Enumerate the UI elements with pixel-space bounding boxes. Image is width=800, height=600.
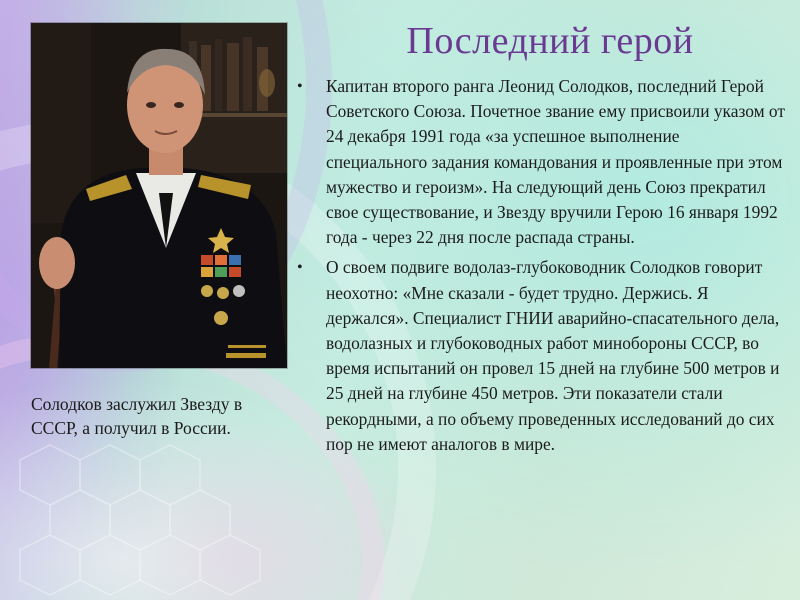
bullet-text: О своем подвиге водолаз-глубоководник Солодков говорит неохотно: «Мне сказали - будет трудно. Держись. Я держался». Специалист ГНИИ аварийно-спасательного дела, водолазных и глубоководных работ минобороны СССР, во время испытаний он провел 15 дней на глубине 500 метров и 25 дней на глубине 450 метров. Эти показатели стали рекордными, а по объему проведенных исследований до сих пор не имеют аналогов в мире. (326, 257, 780, 454)
bullet-item (297, 74, 785, 250)
bullet-text: Капитан второго ранга Леонид Солодков, последний Герой Советского Союза. Почетное звание ему присвоили указом от 24 декабря 1991 года «за успешное выполнение специального задания командования и проявленные при этом мужество и героизм». На следующий день Союз прекратил свое существование, и Звезду вручили Герою 16 января 1992 года - через 22 дня после распада страны. (326, 76, 785, 248)
bullet-icon: • (297, 78, 303, 95)
slide-title: Последний герой (406, 20, 694, 62)
bullet-list (297, 74, 785, 462)
portrait-illustration (31, 23, 287, 368)
background-cell-pattern (0, 440, 300, 600)
bullet-icon: • (297, 259, 303, 277)
bullet-item (297, 255, 785, 457)
portrait-photo (31, 23, 287, 368)
photo-caption: Солодков заслужил Звезду в СССР, а получил в России. (31, 394, 243, 438)
